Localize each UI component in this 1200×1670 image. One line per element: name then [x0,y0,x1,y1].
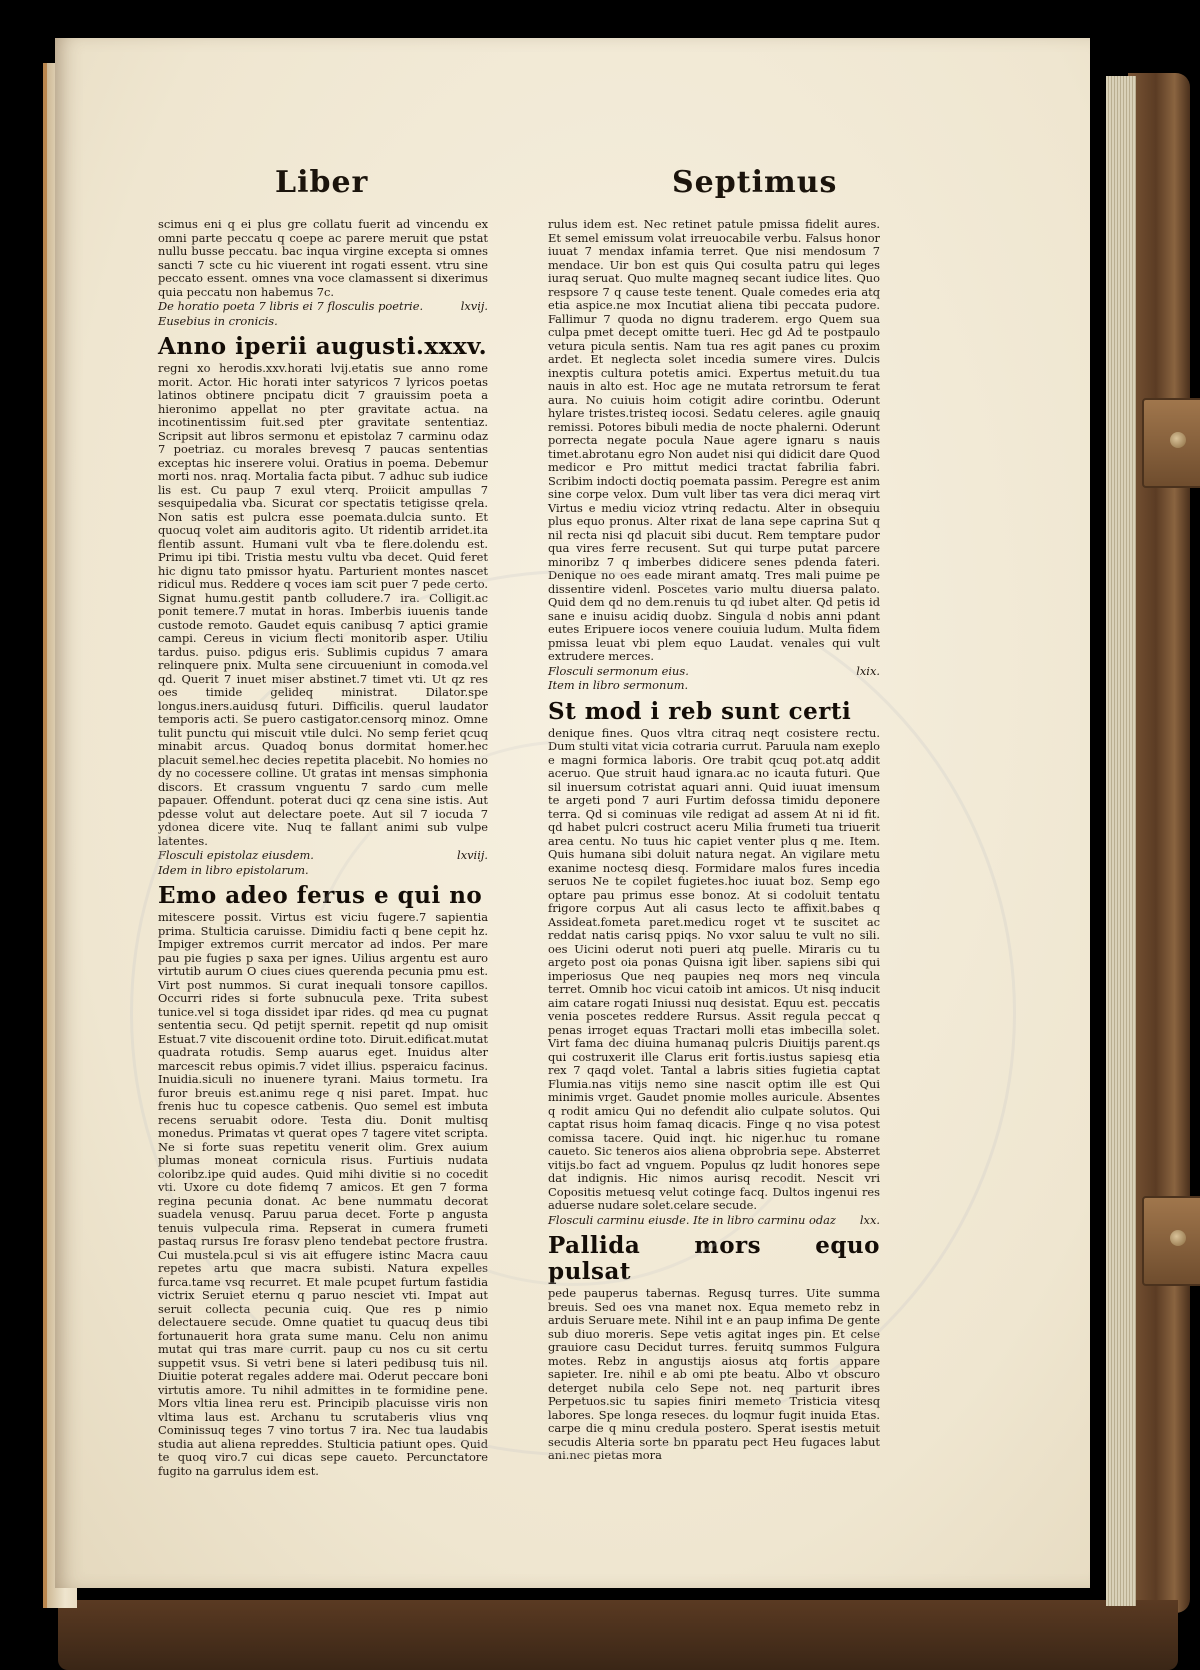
section-heading: Pallida mors equo pulsat [548,1232,880,1285]
chapter-number: lxix. [856,663,880,678]
watermark-ring-inner [300,740,846,1286]
running-header-left: Liber [275,165,369,200]
book-clasp-upper [1142,398,1200,488]
running-header-right: Septimus [672,165,838,200]
page-edges [1106,76,1136,1606]
reference-text: Flosculi sermonum eius. [548,663,689,678]
reference-text: Flosculi carminu eiusde. [548,1212,690,1227]
book-cover-bottom [58,1600,1178,1670]
chapter-number: lxvij. [460,299,488,313]
book-clasp-lower [1142,1196,1200,1286]
chapter-number: lxx. [859,1212,880,1227]
source-reference: Ite in libro carminu odaz [693,1212,836,1227]
reference-text: Flosculi epistolaz eiusdem. [158,848,314,862]
section-heading: Emo adeo ferus e qui no [158,882,483,909]
section-heading: Anno iperii augusti.xxxv. [158,333,488,360]
section-heading: St mod i reb sunt certi [548,697,852,725]
reference-text: De horatio poeta 7 libris ei 7 flosculis poetrie. [158,299,424,313]
paragraph: mitescere possit. Virtus est viciu fugere.7 sapientia prima. Stulticia caruisse. Dimidiu facti q bene cepit hz. Impiger extremos currit mercator ad indos. Per mare pau pie fugies p saxa per ignes. Uilius argentu est auro virtutib aurum O ciues ciues querenda pecunia pmu est. Virt post nummos. Si curat inequali tonsore capillos. Occurri rides si forte subnucula pexe. Trita subest tunice.vel si toga dissidet ipar rides. qd mea cu pugnat sententia secu. Qd petijt spernit. repetit qd nup omisit Estuat.7 vite discouenit ordine toto. Diruit.edificat.mutat quadrata rotudis. Semp auarus eget. Inuidus alter marcescit rebus opimis.7 videt illius. psperaicu facinus. Inuidia.siculi no inuenere tyrani. Maius tormetu. Ira furor breuis est.animu rege q nisi paret. Impat. huc frenis huc tu copesce catbenis. Quo semel est imbuta recens seruabit odore. Testa diu. Donit multisq monedus. Primatas vt querat opes 7 tagere vitet scripta. Ne si forte suas repetitu venerit olim. Grex auium plumas moneat cornicula risus. Furtiuis nudata coloribz.ipe quid audes. Quid mihi divitie si no cocedit vti. Uxore cu dote fidemq 7 amicos. Et gen 7 forma regina pecunia donat. Ac bene nummatu decorat suadela venusq. Paruu parua decet. Forte p angusta tenuis vulpecula rima. Repserat in cumera frumeti pastaq rursus Ire forasv pleno tendebat pectore frustra. Cui mustela.pcul si vis ait effugere istinc Macra cauu repetes artu que macra subisti. Natura expelles furca.tame vsq recurret. Et male pcupet furtum fastidia victrix Seruiet eternu q paruo nesciet vti. Impat aut seruit collecta pecunia cuiq. Que res p nimio delectauere secude. Omne quatiet tu quacuq deus tibi fortunauerit hora grata sume manu. Celu non animu mutat qui tras mare currit. paup cu nos cu sit certu suppetit vsus. Si vetri bene si lateri pedibusq tuis nil. Diuitie poterat regales addere mai. Oderut peccare boni virtutis amore. Tu nihil admittes in te formidine pene. Mors vltia linea reru est. Principib placuisse viris non vltima laus est. Archanu tu scrutaberis vlius vnq Cominissuq teges 7 vino tortus 7 ira. Nec tua laudabis studia aut aliena repreddes. Stulticia patiunt opes. Quid te quoq viro.7 cui dicas sepe caueto. Percunctatore fugito na garrulus idem est. [158,910,488,1478]
paragraph: regni xo herodis.xxv.horati lvij.etatis sue anno rome morit. Actor. Hic horati inter satyricos 7 lyricos poetas latinos obtinere pncipatu dicit 7 grauissim poeta a hieronimo appellat no pter gravitate actua. na incotinentissim fuit.sed pter gravitate sententiaz. Scripsit aut libros sermonu et epistolaz 7 carminu odaz 7 poetriaz. cu morales brevesq 7 paucas sententias exceptas hic inserere volui. Oratius in poema. Debemur morti nos. nraq. Mortalia facta pibut. 7 adhuc sub iudice lis est. Cu paup 7 exul vterq. Proiicit ampullas 7 sesquipedalia vba. Sicurat cor spectatis tetigisse qrela. Non satis est pulcra esse poemata.dulcia sunto. Et quocuq volet aim auditoris agito. Ut ridentib arridet.ita flentib assunt. Humani vult vba te flere.dolendu est. Primu ipi tibi. Tristia mestu vultu vba decet. Quid feret hic dignu tato pmissor hyatu. Parturient montes nascet ridicul mus. Reddere q voces iam scit puer 7 pede certo. Signat humu.gestit pantb colludere.7 ira. Colligit.ac ponit temere.7 mutat in horas. Imberbis iuuenis tande custode remoto. Gaudet equis canibusq 7 aptici gramie campi. Cereus in vicium flecti monitorib asper. Utiliu tardus. puiso. pdigus eris. Sublimis cupidus 7 amara relinquere pnix. Multa sene circuueniunt in comoda.vel qd. Querit 7 inuet miser abstinet.7 timet vti. Ut qz res oes timide gelideq ministrat. Dilator.spe longus.iners.auidusq futuri. Difficilis. querul laudator temporis acti. Se puero castigator.censorq minoz. Omne tulit punctu qui miscuit vtile dulci. No semp feriet qcuq minabit arcus. Quadoq bonus dormitat homer.hec placuit semel.hec decies repetita placebit. No homies no dy no cocessere colline. Ut gratas int mensas simphonia discors. Et crassum vnguentu 7 sardo cum melle papauer. Offendunt. poterat duci qz cena sine istis. Aut pdesse volut aut delectare poete. Aut sil 7 iocuda 7 ydonea dicere vite. Nuq te fallant animi sub vulpe latentes. [158,361,488,848]
paragraph: scimus eni q ei plus gre collatu fuerit ad vincendu ex omni parte peccatu q coepe ac parere meruit que pstat nullu busse peccatu. bac inqua virgine excepta si omnes sancti 7 scte cu hic viuerent int rogati essent. vtru sine peccato essent. omnes vna voce clamassent si dixerimus quia peccatu non habemus 7c. [158,217,488,299]
clasp-rivet [1170,1230,1186,1246]
source-reference: Eusebius in cronicis. [158,313,278,328]
clasp-rivet [1170,432,1186,448]
book-cover-edge [1128,73,1190,1613]
paragraph: rulus idem est. Nec retinet patule pmissa fidelit aures. Et semel emissum volat irreuocabile verbu. Falsus honor iuuat 7 mendax infamia terret. Que nisi mendosum 7 mendace. Uir bon est quis Qui cosulta patru qui leges iuraq seruat. Quo multe magneq secant iudice lites. Quo respsore 7 q cause teste tenent. Quale comedes eria atq etia aspice.ne mox Incutiat aliena tibi peccata pudore. Fallimur 7 quoda no dignu traderem. ergo Quem sua culpa pmet decept omitte tueri. Hec gd Ad te postpaulo vetura picula sentis. Nam tua res agit panes cu proxim ardet. Et neglecta solet incedia sumere vires. Dulcis inexptis cultura potetis amici. Expertus metuit.du tua nauis in alto est. Hoc age ne mutata retrorsum te ferat aura. No cuiuis hoim cotigit adire corintbu. Oderunt hylare tristes.tristeq iocosi. Sedatu celeres. agile gnauiq remissi. Potores bibuli media de nocte phalerni. Oderunt porrecta negate pocula Naue agere ignaru s nauis timet.abrotanu egro Non audet nisi qui didicit dare Quod medicor e Pro mittut medici tractat fabrilia fabri. Scribim indocti doctiq poemata passim. Peregre est anim sine corpe velox. Dum vult liber tas vera dici meraq virt Virtus e mediu vicioz vtrinq redactu. Alter in obsequiu plus equo pronus. Alter rixat de lana sepe caprina Sut q nil recta nisi qd placuit sibi ducut. Rem temptare pudor qua vires ferre recusent. Sut qui turpe putat parcere minoribz 7 q imberbes didicere senes pdenda fateri. Denique no oes eade mirant amatq. Tres mali puime pe dissentire videnl. Poscetes vario multu diuersa palato. Quid dem qd no dem.renuis tu qd iubet alter. Qd petis id sane e inuisu acidiq duobz. Singula d nobis anni pdant eutes Eripuere iocos venere couiuia ludum. Multa fidem pmissa leuat vbi plem equo Laudat. venales qui vult extrudere merces. [548,217,880,663]
paragraph: pede pauperus tabernas. Regusq turres. Uite summa breuis. Sed oes vna manet nox. Equa memeto rebz in arduis Seruare mete. Nihil int e an paup infima De gente sub diuo moreris. Sepe vetis agitat inges pin. Et celse grauiore casu Decidut turres. feruitq summos Fulgura motes. Rebz in angustijs aiosus atq fortis appare sapieter. Ire. nihil e ab omi pte beatu. Albo vt obscuro deterget nubila celo Sepe not. neq parturit ibres Perpetuos.sic tu sapies finiri memeto Tristicia vitesq labores. Spe longa reseces. du loqmur fugit inuida Etas. carpe die q minu credula postero. Sperat isestis metuit secudis Alteria sorte bn pparatu pect Heu fugaces labut ani.nec pietas mora [548,1286,880,1462]
chapter-number: lxviij. [457,848,488,862]
paragraph: denique fines. Quos vltra citraq neqt cosistere rectu. Dum stulti vitat vicia cotraria currut. Paruula nam exeplo e magni formica laboris. Ore trabit qcuq pot.atq addit aceruo. Que struit haud ignara.ac no icauta futuri. Que sil inuersum cotristat aquari anni. Quid iuuat imensum te argeti pond 7 auri Furtim defossa timidu deponere terra. Qd si cominuas vile redigat ad assem At ni id fit. qd habet pulcri costruct aceru Milia frumeti tua triuerit area centu. No tuus hic capiet venter plus q me. Item. Quis humana sibi doluit natura negat. An vigilare metu exanime noctesq diesq. Formidare malos fures incedia seruos Ne te copilet fugietes.hoc iuuat boz. Semp ego optare pau primus esse bonoz. At si codoluit tentatu frigore corpus Aut ali casus lecto te affixit.babes q Assideat.fometa paret.medicu roget vt te suscitet ac reddat natis carisq ppiqs. No vxor saluu te vult no sili. oes Uicini oderut noti pueri atq puelle. Miraris cu tu argeto post oia ponas Quisna igit liber. sapiens sibi qui imperiosus Que neq paupies neq mors neq vincula terret. Omnib hoc vicui catoib int amicos. Ut nisq inducit aim catare rogati Iniussi nuq desistat. Equu est. peccatis venia poscetes reddere Rursus. Assit regula peccat q penas irroget equas Tractari molli etas imbecilla solet. Virt fama dec diuina humanaq pulcris Diuitijs parent.qs qui costruxerit ille Clarus erit fortis.iustus sapiesq etia rex 7 qaqd volet. Tantal a labris sities fugietia captat Flumia.nas vitijs nemo sine nascit optim ille est Qui minimis vrget. Gaudet pnomie molles auricule. Absentes q rodit amicu Qui no defendit alio culpate solutos. Qui captat risus hoim famaq dicacis. Finge q no visa potest comissa tacere. Quid inqt. hic niger.huc tu romane caueto. Sic teneros aios aliena obprobria sepe. Absterret vitijs.bo fact ad vnguem. Populus qz ludit honores sepe dat indignis. Hic nimos aurisq recodit. Nescit vri Copositis metuesq velut cotinge facq. Dultos ingenui res aduerse nudare solet.celare secude. [548,725,880,1212]
source-reference: Item in libro sermonum. [548,678,689,692]
source-reference: Idem in libro epistolarum. [158,862,309,877]
section-reference [158,300,488,314]
